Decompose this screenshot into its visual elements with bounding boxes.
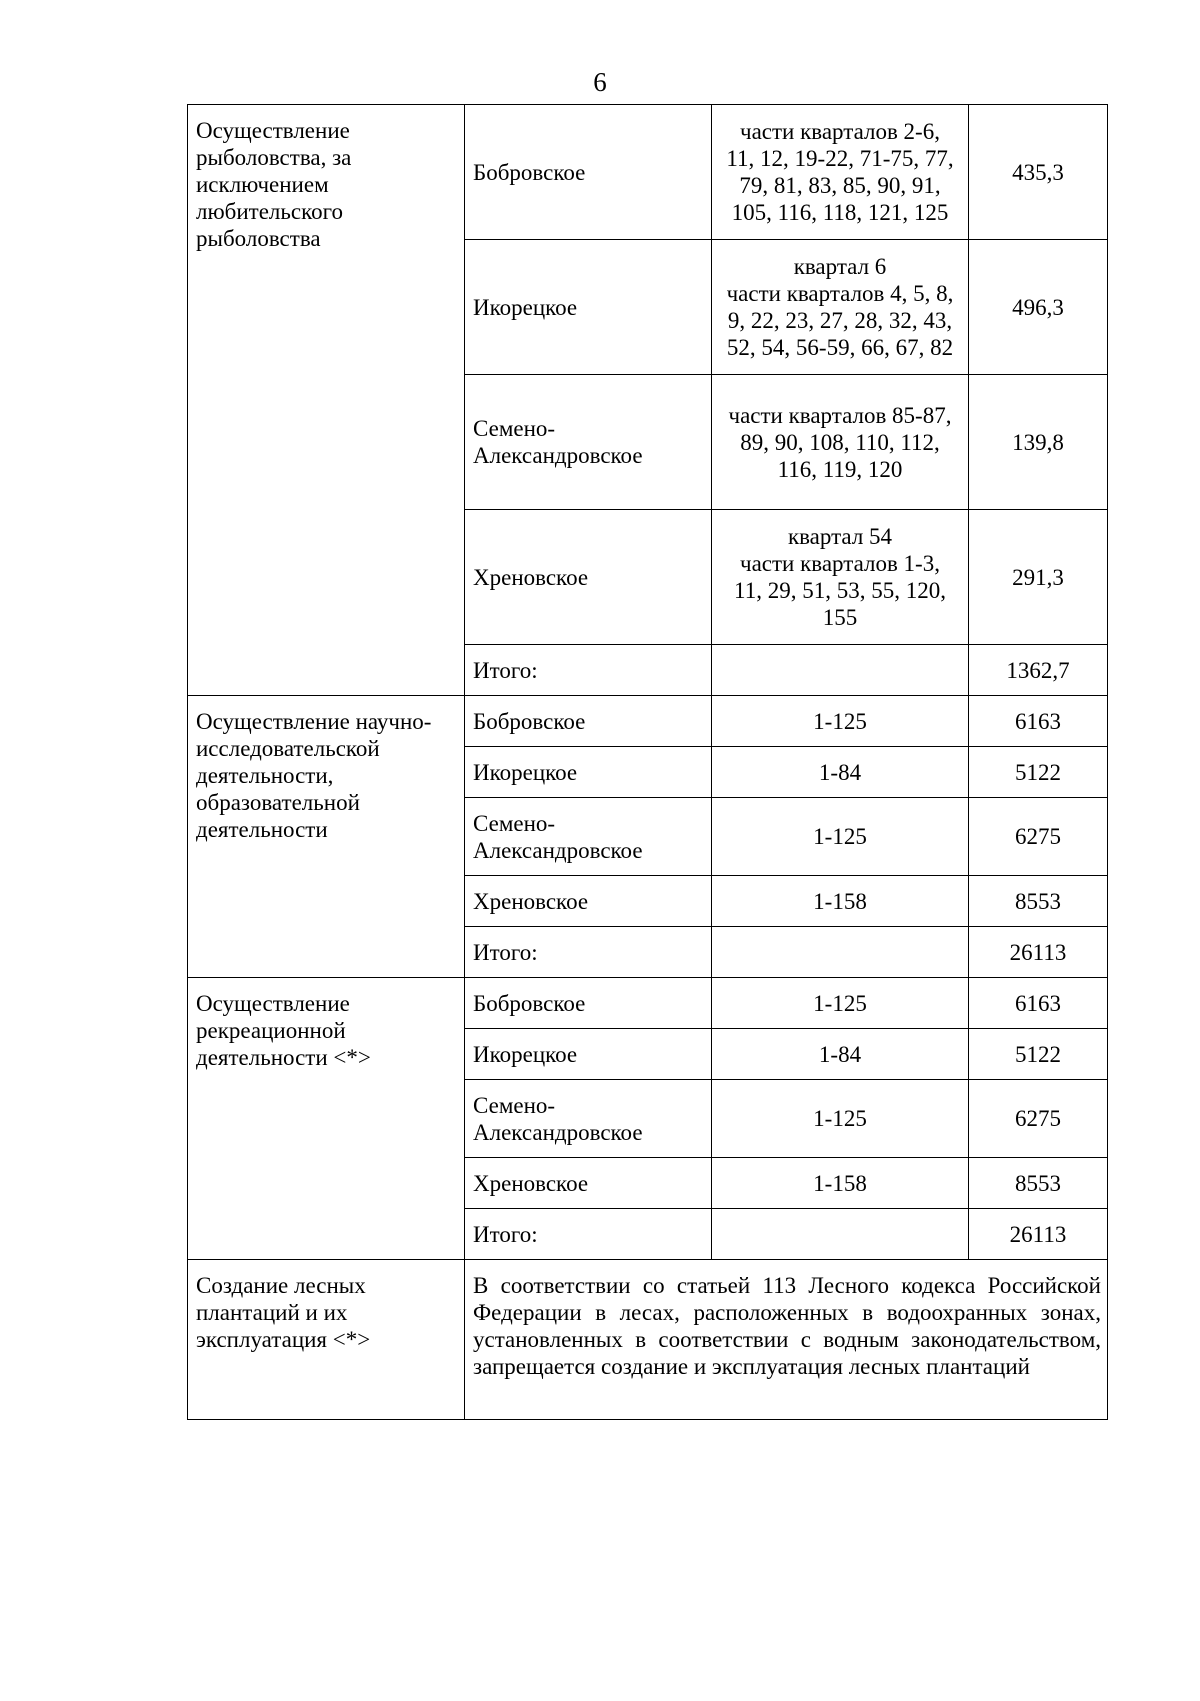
- quarters-cell: [712, 240, 969, 375]
- forestry-cell: Бобровское: [465, 696, 712, 747]
- quarters-cell: [712, 1158, 969, 1209]
- forestry-cell: Хреновское: [465, 1158, 712, 1209]
- area-cell: 5122: [969, 1029, 1108, 1080]
- area-cell: 435,3: [969, 105, 1108, 240]
- quarters-cell: [712, 105, 969, 240]
- area-cell: 8553: [969, 876, 1108, 927]
- forestry-cell: Хреновское: [465, 876, 712, 927]
- quarters-cell: [712, 927, 969, 978]
- quarters-line: части кварталов 85-87,: [728, 402, 952, 428]
- quarters-line: 105, 116, 118, 121, 125: [731, 200, 949, 225]
- quarters-line: квартал 6: [793, 254, 887, 279]
- table-row: [188, 696, 1108, 747]
- quarters-cell: [712, 510, 969, 645]
- area-cell: 6275: [969, 798, 1108, 876]
- area-cell: 6275: [969, 1080, 1108, 1158]
- forestry-cell: Бобровское: [465, 105, 712, 240]
- quarters-cell: [712, 696, 969, 747]
- quarters-cell: [712, 747, 969, 798]
- quarters-line: 11, 29, 51, 53, 55, 120,: [734, 578, 946, 603]
- forestry-cell: Икорецкое: [465, 240, 712, 375]
- area-cell: 496,3: [969, 240, 1108, 375]
- area-cell: 6163: [969, 696, 1108, 747]
- quarters-line: 79, 81, 83, 85, 90, 91,: [739, 173, 941, 198]
- quarters-cell: [712, 978, 969, 1029]
- page-number: 6: [593, 67, 607, 97]
- area-cell: 291,3: [969, 510, 1108, 645]
- area-cell: 6163: [969, 978, 1108, 1029]
- quarters-line: части кварталов 2-6,: [740, 119, 940, 144]
- forestry-cell: Семено-Александровское: [465, 1080, 712, 1158]
- quarters-cell: [712, 375, 969, 510]
- quarters-line: 11, 12, 19-22, 71-75, 77,: [726, 146, 954, 171]
- quarters-line: 1-84: [818, 1041, 862, 1067]
- area-cell: 139,8: [969, 375, 1108, 510]
- quarters-line: 1-84: [818, 759, 862, 785]
- area-cell: 5122: [969, 747, 1108, 798]
- plantations-row: [188, 1260, 1108, 1420]
- quarters-line: части кварталов 4, 5, 8,: [726, 281, 954, 306]
- activity-cell: Осуществление рекреационной деятельности <*>: [188, 978, 465, 1260]
- quarters-line: 1-125: [813, 990, 867, 1016]
- quarters-line: 1-125: [813, 824, 867, 849]
- forest-use-table: [187, 104, 1108, 1420]
- forestry-cell: Икорецкое: [465, 1029, 712, 1080]
- forestry-cell: Икорецкое: [465, 747, 712, 798]
- quarters-line: 89, 90, 108, 110, 112,: [740, 429, 940, 455]
- quarters-cell: [712, 1209, 969, 1260]
- forestry-cell: Семено-Александровское: [465, 798, 712, 876]
- quarters-line: 1-125: [813, 1106, 867, 1131]
- quarters-cell: [712, 1029, 969, 1080]
- quarters-cell: [712, 645, 969, 696]
- activity-cell: Осуществление научно-исследовательской деятельности, образовательной деятельности: [188, 696, 465, 978]
- table-row: [188, 978, 1108, 1029]
- area-cell: 8553: [969, 1158, 1108, 1209]
- quarters-line: части кварталов 1-3,: [740, 551, 940, 576]
- total-area-cell: 26113: [969, 1209, 1108, 1260]
- activity-cell: Осуществление рыболовства, за исключением любительского рыболовства: [188, 105, 465, 696]
- quarters-line: 1-125: [813, 708, 867, 734]
- table-row: [188, 105, 1108, 240]
- quarters-cell: [712, 798, 969, 876]
- quarters-line: 1-158: [813, 888, 867, 914]
- total-label-cell: Итого:: [465, 1209, 712, 1260]
- plantations-note-cell: В соответствии со статьей 113 Лесного кодекса Российской Федерации в лесах, расположенных в водоохранных зонах, установленных в соответствии с водным законодательством, запрещается создание и эксплуатация лесных плантаций: [465, 1260, 1108, 1420]
- total-area-cell: 1362,7: [969, 645, 1108, 696]
- quarters-line: 1-158: [813, 1170, 867, 1196]
- total-label-cell: Итого:: [465, 927, 712, 978]
- table-body: [188, 105, 1108, 1420]
- forestry-cell: Семено-Александровское: [465, 375, 712, 510]
- forestry-cell: Хреновское: [465, 510, 712, 645]
- quarters-cell: [712, 876, 969, 927]
- quarters-line: квартал 54: [787, 524, 893, 549]
- total-label-cell: Итого:: [465, 645, 712, 696]
- total-area-cell: 26113: [969, 927, 1108, 978]
- forestry-cell: Бобровское: [465, 978, 712, 1029]
- quarters-line: 9, 22, 23, 27, 28, 32, 43,: [727, 308, 953, 333]
- quarters-cell: [712, 1080, 969, 1158]
- quarters-line: 116, 119, 120: [777, 456, 903, 482]
- activity-cell: Создание лесных плантаций и их эксплуатация <*>: [188, 1260, 465, 1420]
- quarters-line: 52, 54, 56-59, 66, 67, 82: [726, 335, 954, 360]
- quarters-line: 155: [822, 605, 858, 630]
